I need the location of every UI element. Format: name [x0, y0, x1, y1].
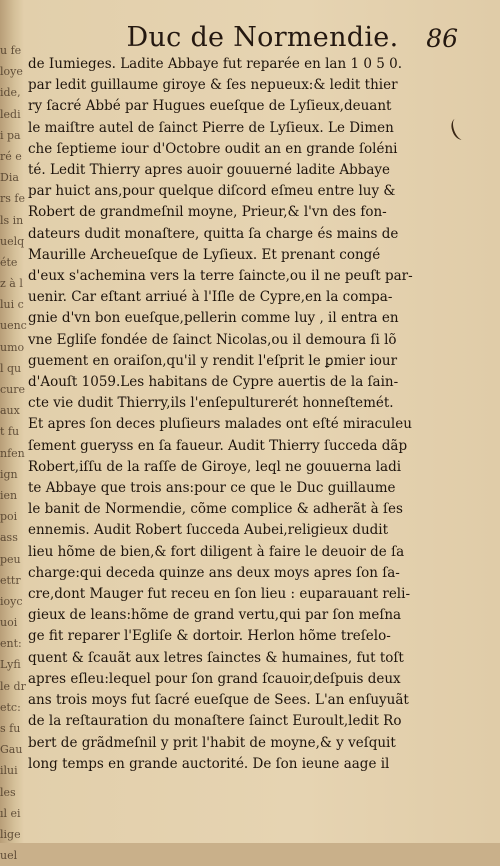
text-line: par ledit guillaume giroye & ſes nepueux:& ledit thier [28, 77, 398, 94]
text-line: lieu hõme de bien,& fort diligent à faire le deuoir de ſa [28, 543, 405, 560]
gutter-fragment: z à l [0, 277, 23, 291]
text-line: de la reſtauration du monaſtere ſainct Euroult,ledit Ro [28, 713, 402, 730]
gutter-fragment: ilui [0, 764, 18, 778]
gutter-fragment: l qu [0, 361, 22, 375]
text-line: d'eux s'achemina vers la terre ſaincte,ou il ne peuſt par- [28, 268, 413, 285]
gutter-fragment: ledi [0, 107, 21, 121]
gutter-fragment: rs fe [0, 192, 25, 206]
text-line: vne Egliſe fondée de ſainct Nicolas,ou il demoura ſi lõ [28, 331, 397, 348]
text-line: che ſeptieme iour d'Octobre oudit an en grande ſoléni [28, 140, 398, 157]
gutter-fragment: Lyfi [0, 658, 21, 672]
text-line: ſement gueryss en ſa faueur. Audit Thierry ſucceda dãp [28, 437, 408, 454]
gutter-fragment: lui c [0, 298, 24, 312]
gutter-fragment: u fe [0, 44, 22, 57]
gutter-fragment: le dr [0, 679, 26, 693]
text-line: le banit de Normendie, cõme complice & adherãt à ſes [28, 501, 403, 518]
text-line: ans trois moys fut ſacré eueſque de Sees. L'an enſuyuãt [28, 692, 409, 709]
gutter-fragment: éte [0, 255, 18, 269]
text-line: cre,dont Mauger fut receu en ſon lieu : euparauant reli- [28, 586, 411, 603]
page-number: 86 [426, 24, 458, 53]
text-line: long temps en grande auctorité. De ſon ieune aage il [28, 755, 390, 772]
text-line: le maiſtre autel de ſainct Pierre de Lyſieux. Le Dimen [28, 119, 394, 136]
gutter-fragment: uelq [0, 234, 25, 248]
gutter-fragment: ıl ei [0, 806, 21, 820]
gutter-fragment: nfen [0, 446, 25, 460]
text-line: gnie d'vn bon eueſque,pellerin comme luy , il entra en [28, 310, 399, 327]
text-line: té. Ledit Thierry apres auoir gouuerné ladite Abbaye [28, 162, 391, 179]
text-line: cte vie dudit Thierry,ils l'enſepulturerét honneſtemét. [28, 395, 394, 412]
gutter-fragment: uenc [0, 319, 27, 333]
text-line: gieux de leans:hõme de grand vertu,qui par ſon meſna [28, 607, 402, 624]
gutter-fragment: ien [0, 488, 18, 502]
gutter-fragment: etc: [0, 700, 21, 714]
gutter-fragment: ls in [0, 213, 24, 227]
gutter-fragment: ass [0, 531, 18, 545]
gutter-fragment: poi [0, 510, 18, 524]
text-line: par huict ans,pour quelque diſcord eſmeu entre luy & [28, 183, 396, 200]
gutter-fragment: ettr [0, 573, 21, 587]
text-line: charge:qui deceda quinze ans deux moys apres ſon ſa- [28, 564, 400, 581]
gutter-fragment: uoi [0, 616, 18, 630]
text-line: te Abbaye que trois ans:pour ce que le Duc guillaume [28, 480, 396, 497]
gutter-fragment: ent: [0, 637, 22, 651]
text-line: Robert,iſſu de la raſſe de Giroye, leql ne gouuerna ladi [28, 458, 402, 475]
text-line: ry ſacré Abbé par Hugues eueſque de Lyſieux,deuant [28, 98, 392, 115]
gutter-fragment: Gau [0, 743, 23, 757]
text-line: guement en oraiſon,qu'il y rendit l'eſprit le ꝑmier iour [28, 352, 398, 369]
text-line: apres eſleu:lequel pour ſon grand ſcauoir,deſpuis deux [28, 670, 401, 687]
gutter-fragment: loye [0, 65, 23, 79]
gutter-fragment: ign [0, 467, 18, 481]
gutter-fragment: ré e [0, 149, 22, 163]
gutter-fragment: ioyc [0, 594, 23, 608]
gutter-fragment: umo [0, 340, 25, 354]
text-line: d'Aouſt 1059.Les habitans de Cypre auertis de la ſain- [28, 374, 399, 391]
gutter-fragment: Dia [0, 171, 19, 185]
text-line: Et apres ſon deces pluſieurs malades ont eſté miraculeu [28, 416, 412, 433]
text-line: quent & ſcauãt aux letres ſainctes & humaines, fut toſt [28, 649, 404, 666]
text-line: dateurs dudit monaſtere, quitta ſa charge és mains de [28, 225, 399, 242]
gutter-fragment: uel [0, 849, 18, 863]
text-line: bert de grãdmeſnil y prit l'habit de moyne,& y veſquit [28, 734, 396, 751]
text-line: Robert de grandmeſnil moyne, Prieur,& l'vn des fon- [28, 204, 387, 221]
text-line: uenir. Car eſtant arriué à l'Iſle de Cypre,en la compa- [28, 289, 393, 306]
gutter-fragment: ide, [0, 86, 21, 100]
gutter-fragment: i pa [0, 128, 21, 142]
gutter-fragment: peu [0, 552, 21, 566]
gutter-fragment: aux [0, 404, 20, 418]
gutter-fragment: t fu [0, 425, 20, 439]
text-line: ennemis. Audit Robert ſucceda Aubei,religieux dudit [28, 522, 389, 539]
running-header: Duc de Normendie. [126, 22, 399, 53]
text-line: de Iumieges. Ladite Abbaye fut reparée en lan 1 0 5 0. [28, 56, 402, 72]
text-line: Maurille Archeueſque de Lyſieux. Et prenant congé [28, 246, 381, 263]
gutter-fragment: cure [0, 383, 26, 396]
text-line: ge fit reparer l'Egliſe & dortoir. Herlon hõme treſelo- [28, 628, 391, 645]
gutter-fragment: s fu [0, 722, 21, 735]
gutter-fragment: lige [0, 827, 21, 841]
gutter-fragment: les [0, 785, 16, 799]
margin-mark [449, 116, 470, 141]
facing-page-gutter [0, 40, 27, 863]
body-text [28, 54, 436, 775]
